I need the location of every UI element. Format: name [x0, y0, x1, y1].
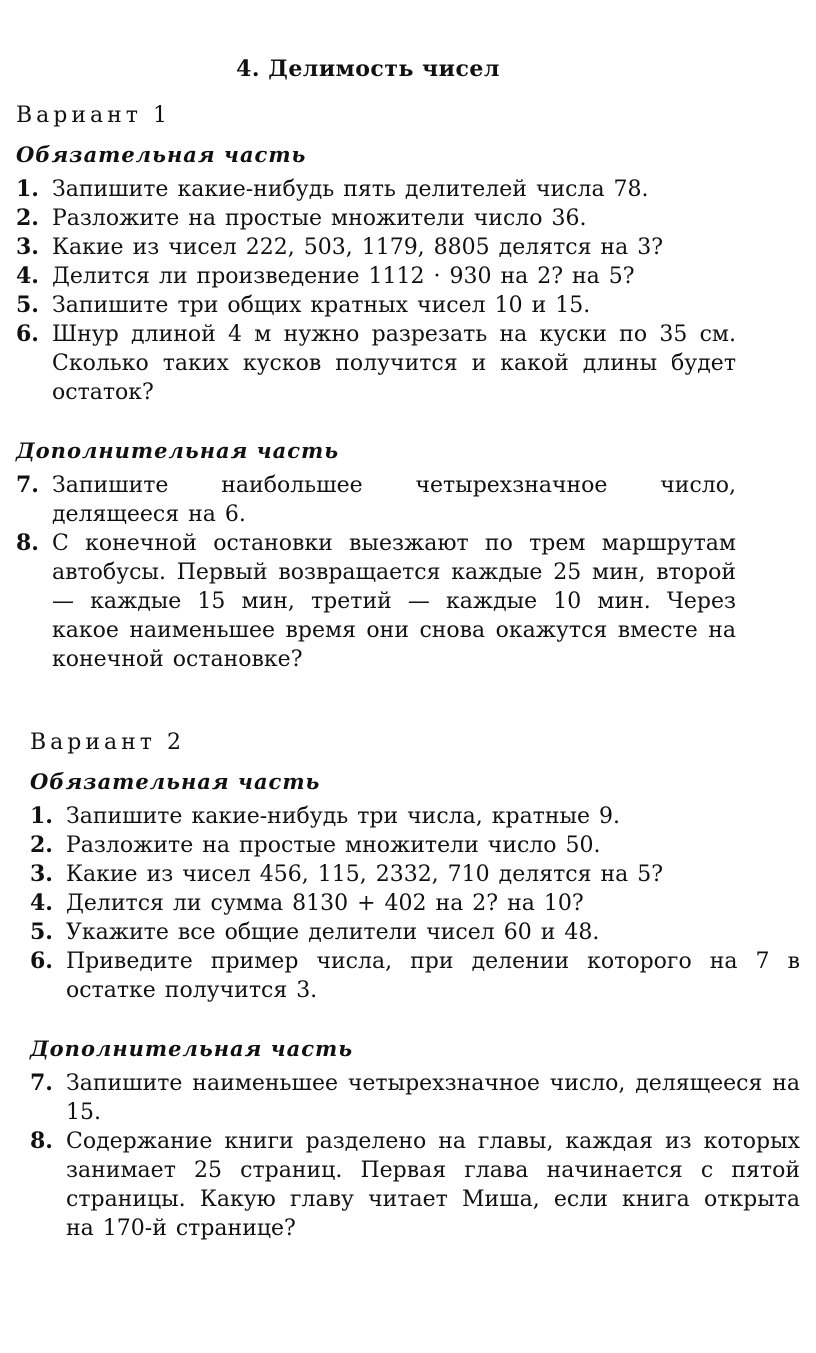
task-item: [16, 320, 736, 407]
task-item: [16, 175, 736, 204]
task-text: Запишите наименьшее четырехзначное число, делящееся на 15.: [66, 1071, 800, 1125]
task-item: [30, 860, 800, 889]
task-number: 8.: [16, 530, 39, 556]
task-text: Делится ли произведение 1112 · 930 на 2? на 5?: [52, 264, 635, 289]
mandatory-part-title: Обязательная часть: [30, 769, 321, 794]
task-item: [16, 291, 736, 320]
task-item: [30, 889, 800, 918]
task-item: [16, 233, 736, 262]
task-text: Запишите три общих кратных чисел 10 и 15.: [52, 293, 591, 318]
task-text: Разложите на простые множители число 50.: [66, 833, 601, 858]
task-item: [30, 831, 800, 860]
task-number: 7.: [30, 1070, 53, 1096]
task-text: Запишите наибольшее четырехзначное число, делящееся на 6.: [52, 473, 736, 527]
task-number: 3.: [30, 861, 53, 887]
task-item: [30, 918, 800, 947]
additional-part-title: Дополнительная часть: [30, 1036, 354, 1061]
task-number: 7.: [16, 472, 39, 498]
task-number: 1.: [16, 176, 39, 202]
mandatory-task-list: [30, 802, 800, 1005]
variant-title: Вариант 1: [16, 103, 171, 128]
task-number: 5.: [30, 919, 53, 945]
task-number: 1.: [30, 803, 53, 829]
task-number: 4.: [30, 890, 53, 916]
additional-part-title: Дополнительная часть: [16, 438, 340, 463]
task-text: Запишите какие-нибудь три числа, кратные 9.: [66, 804, 621, 829]
task-text: Укажите все общие делители чисел 60 и 48.: [66, 920, 600, 945]
task-item: [16, 262, 736, 291]
task-item: [30, 1127, 800, 1243]
task-text: Запишите какие-нибудь пять делителей числа 78.: [52, 177, 649, 202]
task-item: [16, 529, 736, 674]
task-number: 2.: [30, 832, 53, 858]
mandatory-part-title: Обязательная часть: [16, 142, 307, 167]
additional-task-list: [30, 1069, 800, 1243]
task-item: [30, 1069, 800, 1127]
task-text: Какие из чисел 456, 115, 2332, 710 делятся на 5?: [66, 862, 664, 887]
task-text: Какие из чисел 222, 503, 1179, 8805 делятся на 3?: [52, 235, 664, 260]
task-text: Шнур длиной 4 м нужно разрезать на куски по 35 см. Сколько таких кусков получится и какой длины будет остаток?: [52, 322, 736, 405]
task-text: Содержание книги разделено на главы, каждая из которых занимает 25 страниц. Первая глава начинается с пятой страницы. Какую главу читает Миша, если книга открыта на 170-й странице?: [66, 1129, 800, 1241]
variant-2: [30, 728, 800, 1243]
task-item: [16, 204, 736, 233]
task-number: 4.: [16, 263, 39, 289]
task-item: [30, 947, 800, 1005]
task-number: 6.: [16, 321, 39, 347]
task-item: [30, 802, 800, 831]
task-text: Приведите пример числа, при делении которого на 7 в остатке получится 3.: [66, 949, 800, 1003]
task-number: 8.: [30, 1128, 53, 1154]
task-text: Разложите на простые множители число 36.: [52, 206, 587, 231]
task-number: 6.: [30, 948, 53, 974]
task-number: 2.: [16, 205, 39, 231]
task-text: С конечной остановки выезжают по трем маршрутам автобусы. Первый возвращается каждые 25 мин, второй — каждые 15 мин, третий — каждые 10 мин. Через какое наименьшее время они снова окажутся вместе на конечной остановке?: [52, 531, 736, 672]
variant-1: [16, 101, 736, 674]
variant-title: Вариант 2: [30, 730, 185, 755]
page-title: 4. Делимость чисел: [236, 56, 500, 82]
task-number: 5.: [16, 292, 39, 318]
task-text: Делится ли сумма 8130 + 402 на 2? на 10?: [66, 891, 584, 916]
task-item: [16, 471, 736, 529]
task-number: 3.: [16, 234, 39, 260]
mandatory-task-list: [16, 175, 736, 407]
additional-task-list: [16, 471, 736, 674]
